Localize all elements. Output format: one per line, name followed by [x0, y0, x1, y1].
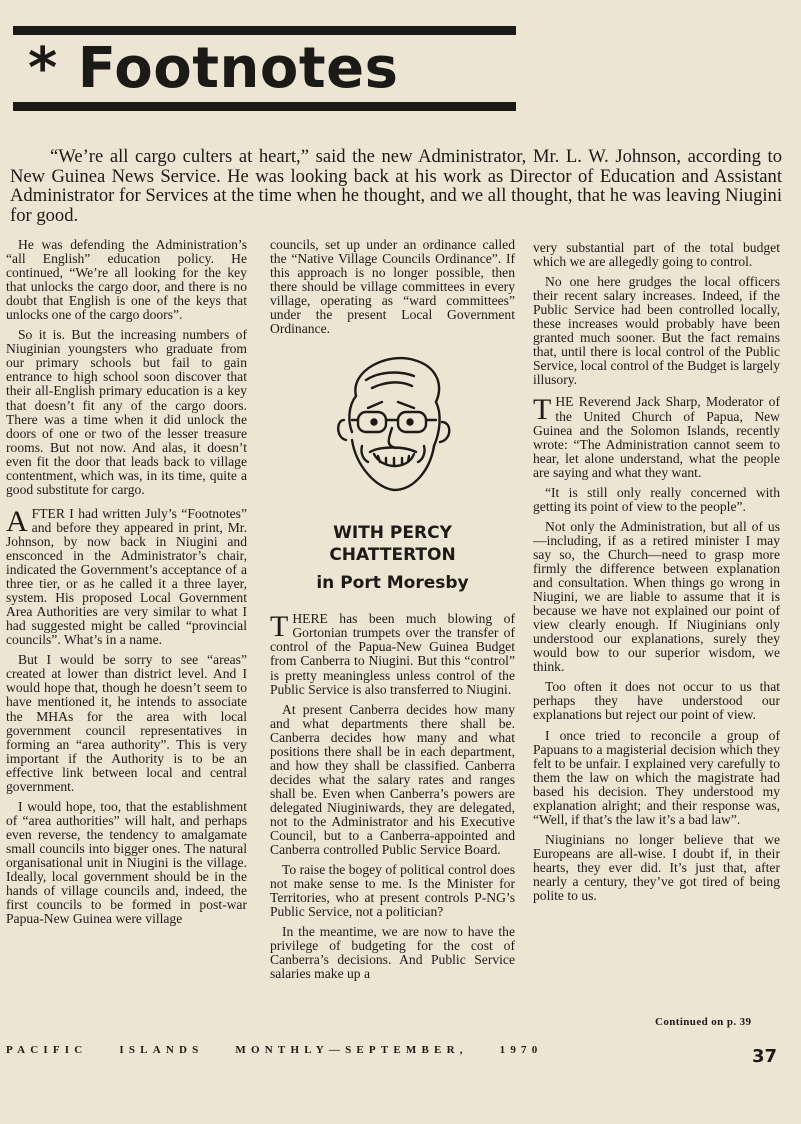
column-3: [533, 241, 780, 909]
paragraph: So it is. But the increasing numbers of Niuginian youngsters who graduate from our primary schools but fail to gain entrance to high school soon discover that their all-English primary education is a key that doesn’t fit any of the cargo doors. There was a time when it did unlock the doors of one or two of the lesser treasure rooms. But not now. And alas, it doesn’t even fit the door that leads back to village contentment, which was, in its time, quite a good substitute for cargo.: [6, 327, 247, 497]
footer-word: MONTHLY—SEPTEMBER,: [235, 1044, 468, 1056]
paragraph-text: HE Reverend Jack Sharp, Moderator of the United Church of Papua, New Guinea and the Solomon Islands, recently wrote: “The Administration cannot seem to hear, let alone understand, what the people are saying and what they want.: [533, 394, 780, 480]
paragraph: Not only the Administration, but all of us—including, if as a retired minister I may say so, the Church—need to grasp more firmly the difference between explanation and consultation. When things go wrong in Niugini, we are liable to assume that it is because we have not explained our point of view clearly enough. If Niuginians only understood our explanations, surely they would bow to our superior wisdom, we think.: [533, 518, 780, 675]
dropcap-paragraph: [270, 612, 515, 696]
lead-text: “We’re all cargo culters at heart,” said the new Administrator, Mr. L. W. Johnson, according to New Guinea News Service. He was looking back at his work as Director of Education and Assistant Administrator for Services at the time when he thought, and we all thought, that he was leaving Niugini for good.: [10, 146, 782, 226]
column-2: [270, 238, 515, 988]
paragraph-text: HERE has been much blowing of Gortonian trumpets over the transfer of control of the Papua-New Guinea Budget from Canberra to Niugini. But this “control” is pretty meaningless unless control of the Public Service is also transferred to Niugini.: [270, 611, 515, 697]
paragraph: In the meantime, we are now to have the privilege of budgeting for the cost of Canberra’s decisions. And Public Service salaries make up a: [270, 924, 515, 982]
page-title: * Footnotes: [28, 36, 399, 101]
footer-word: ISLANDS: [119, 1044, 204, 1056]
byline-location: in Port Moresby: [316, 573, 469, 594]
footer-word: PACIFIC: [6, 1044, 88, 1056]
paragraph-text: FTER I had written July’s “Footnotes” and before they appeared in print, Mr. Johnson, by now back in Niugini and ensconced in the Administrator’s chair, indicated the Government’s acceptance of a three tier, or as he called it a three layer, system. His proposed Local Government Area Authorities are very similar to what I had suggested might be called “provincial councils”. What’s in a name.: [6, 505, 247, 648]
running-footer: [6, 1044, 566, 1056]
dropcap-paragraph: [533, 395, 780, 479]
top-rule: [13, 26, 516, 35]
paragraph: To raise the bogey of political control does not make sense to me. Is the Minister for Territories, who at present controls P-NG’s Public Service, not a politician?: [270, 862, 515, 920]
drop-cap: T: [533, 393, 552, 427]
continued-note: Continued on p. 39: [655, 1016, 752, 1028]
paragraph: But I would be sorry to see “areas” created at lower than district level. And I would hope that, though he doesn’t seem to have mentioned it, he intends to associate the MHAs for the area with local government council representatives in forming an “area authority”. This is very important if the Authority is to be an effective link between local and central government.: [6, 652, 247, 794]
paragraph: No one here grudges the local officers their recent salary increases. Indeed, if the Public Service had been controlled locally, these increases would probably have been granted much sooner. But the fact remains that, until there is local control of the Public Service, local control of the Budget is largely illusory.: [533, 274, 780, 388]
footer-year: 1970: [499, 1044, 543, 1056]
paragraph: councils, set up under an ordinance called the “Native Village Councils Ordinance”. If this approach is no longer possible, then there should be village committees in every village, operating as “ward committees” under the present Local Government Ordinance.: [270, 237, 515, 337]
page-number: 37: [752, 1046, 778, 1067]
author-caricature-illustration: [318, 350, 468, 498]
paragraph: Niuginians no longer believe that we Europeans are all-wise. I doubt if, in their hearts, they ever did. It’s just that, after nearly a century, they’ve got tired of being polite to us.: [533, 831, 780, 904]
paragraph: He was defending the Administration’s “all English” education policy. He continued, “We’re all looking for the key that unlocks the cargo door, and there is no doubt that English is one of the keys that unlocks one of the cargo doors”.: [6, 237, 247, 323]
drop-cap: T: [270, 610, 289, 644]
bottom-rule: [13, 102, 516, 111]
paragraph: At present Canberra decides how many and what departments there shall be. Canberra decides how many and what positions there shall be in each department, and how they shall be classified. Canberra decides what the salary rates and ranges shall be. Even when Canberra’s powers are delegated Niuginiwards, they are delegated, not to the Administrator and his Executive Council, but to a Canberra-appointed and Canberra controlled Public Service Board.: [270, 701, 515, 858]
paragraph: very substantial part of the total budget which we are allegedly going to control.: [533, 240, 780, 270]
lead-paragraph: [10, 147, 782, 225]
paragraph: “It is still only really concerned with getting its point of view to the people”.: [533, 484, 780, 514]
paragraph: Too often it does not occur to us that perhaps they have understood our explanations but reject our point of view.: [533, 679, 780, 723]
column-1: [6, 238, 247, 932]
byline-author: WITH PERCY CHATTERTON: [329, 523, 456, 566]
paragraph: I would hope, too, that the establishment of “area authorities” will halt, and perhaps even reverse, the tendency to amalgamate small councils into bigger ones. The natural organisational unit in Niugini is the village. Ideally, local government should be in the hands of village councils and, indeed, the first councils to be formed in post-war Papua-New Guinea were village: [6, 798, 247, 927]
paragraph: I once tried to reconcile a group of Papuans to a magisterial decision which they felt to be unfair. I explained very carefully to them the law on which the magistrate had based his decision. They understood my explanation alright; and their response was, “Well, if that’s the law it’s a bad law”.: [533, 727, 780, 827]
dropcap-paragraph: [6, 504, 247, 648]
drop-cap: A: [6, 504, 28, 538]
